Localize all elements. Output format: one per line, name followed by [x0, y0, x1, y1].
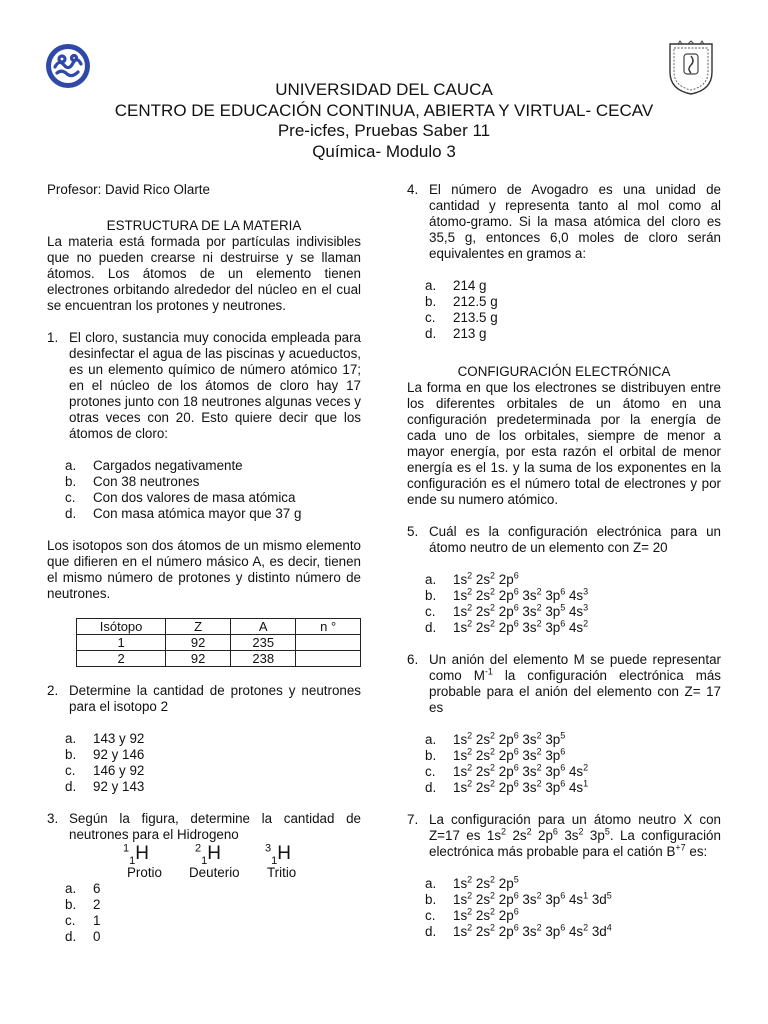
- option-d[interactable]: [425, 620, 721, 636]
- table-cell: [296, 635, 361, 651]
- table-header: Z: [166, 619, 231, 635]
- question-number: 3.: [47, 811, 59, 826]
- hydrogen-isotope-labels: [47, 865, 361, 881]
- profesor-line: Profesor: David Rico Olarte: [47, 182, 210, 197]
- option-text: 1: [93, 913, 101, 928]
- option-a[interactable]: [65, 731, 361, 747]
- option-text: $1s^2$ $2s^2$ $2p^6$ $3s^2$ $3p^5$ $4s^3$: [453, 602, 589, 619]
- option-c[interactable]: [65, 763, 361, 779]
- option-letter: a.: [425, 876, 437, 891]
- question-number: 6.: [407, 652, 419, 667]
- option-letter: a.: [65, 731, 77, 746]
- table-cell: 235: [231, 635, 296, 651]
- center-name: CENTRO DE EDUCACIÓN CONTINUA, ABIERTA Y VIRTUAL- CECAV: [114, 100, 654, 120]
- table-header: Isótopo: [77, 619, 166, 635]
- option-text: 6: [93, 881, 101, 896]
- option-letter: d.: [65, 779, 77, 794]
- option-letter: b.: [65, 747, 77, 762]
- option-text: $1s^2$ $2s^2$ $2p^6$ $3s^2$ $3p^6$ $4s^2$: [453, 762, 589, 779]
- option-text: $1s^2$ $2s^2$ $2p^6$ $3s^2$ $3p^5$: [453, 730, 566, 747]
- section-title-configuracion: CONFIGURACIÓN ELECTRÓNICA: [457, 364, 671, 379]
- deuterio-label: Deuterio: [189, 865, 240, 880]
- option-text: $1s^2$ $2s^2$ $2p^6$: [453, 570, 519, 587]
- option-letter: c.: [425, 908, 436, 923]
- table-cell: 238: [231, 651, 296, 667]
- question-text: El número de Avogadro es una unidad de cantidad y representa tanto al mol como al átomo-gramo. Si la masa atómica del cloro es 35,5 g, entonces 6,0 moles de cloro serán equivalentes en gramos a:: [429, 182, 721, 261]
- table-cell: 1: [77, 635, 166, 651]
- option-b[interactable]: [65, 474, 361, 490]
- question-2-options: [65, 731, 361, 795]
- option-b[interactable]: [65, 747, 361, 763]
- option-text: 143 y 92: [93, 731, 145, 746]
- option-letter: b.: [425, 892, 437, 907]
- question-number: 2.: [47, 683, 59, 698]
- option-letter: b.: [65, 897, 77, 912]
- option-c[interactable]: [65, 913, 361, 929]
- option-c[interactable]: [425, 310, 721, 326]
- option-text: Cargados negativamente: [93, 458, 243, 473]
- protio-symbol: $^1_1$H: [123, 842, 149, 867]
- question-7: [407, 812, 721, 860]
- option-c[interactable]: [65, 490, 361, 506]
- table-header: n °: [296, 619, 361, 635]
- question-6: [407, 652, 721, 716]
- option-d[interactable]: [425, 326, 721, 342]
- option-letter: a.: [425, 572, 437, 587]
- question-number: 5.: [407, 524, 419, 539]
- course-name: Pre-icfes, Pruebas Saber 11: [277, 121, 491, 140]
- option-d[interactable]: [65, 506, 361, 522]
- option-letter: d.: [65, 929, 77, 944]
- option-text: $1s^2$ $2s^2$ $2p^6$ $3s^2$ $3p^6$ $4s^1$: [453, 778, 589, 795]
- option-d[interactable]: [425, 924, 721, 940]
- module-name: Química- Modulo 3: [312, 141, 456, 161]
- question-4-options: [425, 278, 721, 342]
- configuracion-paragraph: La forma en que los electrones se distribuyen entre los diferentes orbitales de un átomo en una configuración predeterminada por la energía de cada uno de los orbitales, siempre de menor a mayor energía, por esta razón el orbital de menor energía es el 1s. y la suma de los exponentes en la configuración es el número total de electrones y por ende su numero atómico.: [407, 380, 721, 507]
- table-row: [77, 651, 361, 667]
- option-a[interactable]: [425, 278, 721, 294]
- question-5: [407, 524, 721, 556]
- option-letter: a.: [65, 458, 77, 473]
- option-text: 213.5 g: [453, 310, 498, 325]
- hydrogen-isotopes-figure: [47, 843, 361, 865]
- option-letter: c.: [425, 764, 436, 779]
- option-letter: d.: [425, 780, 437, 795]
- table-header: A: [231, 619, 296, 635]
- question-5-options: [425, 572, 721, 636]
- option-text: $1s^2$ $2s^2$ $2p^6$: [453, 906, 519, 923]
- option-text: $1s^2$ $2s^2$ $2p^6$ $3s^2$ $3p^6$: [453, 746, 566, 763]
- option-d[interactable]: [65, 779, 361, 795]
- option-letter: b.: [425, 588, 437, 603]
- option-letter: c.: [65, 763, 76, 778]
- table-cell: 92: [166, 651, 231, 667]
- intro-paragraph: La materia está formada por partículas indivisibles que no pueden crearse ni destruirse y se llaman átomos. Los átomos de un elemento tienen electrones orbitando alrededor del núcleo en el cual se encuentran los protones y neutrones.: [47, 234, 361, 313]
- option-letter: d.: [65, 506, 77, 521]
- option-letter: d.: [425, 326, 437, 341]
- table-cell: 2: [77, 651, 166, 667]
- question-number: 7.: [407, 812, 419, 827]
- tritio-symbol: $^3_1$H: [265, 842, 291, 867]
- isotope-table: [76, 618, 361, 667]
- option-text: $1s^2$ $2s^2$ $2p^6$ $3s^2$ $3p^6$ $4s^1$ $3d^5$: [453, 890, 612, 907]
- option-text: 214 g: [453, 278, 487, 293]
- option-text: 146 y 92: [93, 763, 145, 778]
- option-letter: b.: [425, 294, 437, 309]
- option-a[interactable]: [65, 881, 361, 897]
- option-d[interactable]: [425, 780, 721, 796]
- question-1-options: [65, 458, 361, 522]
- option-text: 92 y 143: [93, 779, 145, 794]
- section-title-estructura: ESTRUCTURA DE LA MATERIA: [106, 218, 302, 233]
- option-letter: a.: [425, 732, 437, 747]
- option-text: $1s^2$ $2s^2$ $2p^5$: [453, 874, 519, 891]
- university-name: UNIVERSIDAD DEL CAUCA: [275, 80, 493, 99]
- right-column: [407, 182, 721, 940]
- question-text: La configuración para un átomo neutro X con Z=17 es $1s^2$ $2s^2$ $2p^6$ $3s^2$ $3p^5$. La configuración electrónica más probable para el catión $B^{+7}$ es:: [429, 812, 721, 859]
- option-letter: d.: [425, 620, 437, 635]
- option-letter: d.: [425, 924, 437, 939]
- option-text: 213 g: [453, 326, 487, 341]
- option-text: Con 38 neutrones: [93, 474, 200, 489]
- question-text: Cuál es la configuración electrónica para un átomo neutro de un elemento con Z= 20: [429, 524, 721, 555]
- question-text: Un anión del elemento M se puede representar como $M^{-1}$ la configuración electrónica más probable para el anión del elemento con Z= 17 es: [429, 652, 721, 715]
- table-cell: 92: [166, 635, 231, 651]
- option-text: $1s^2$ $2s^2$ $2p^6$ $3s^2$ $3p^6$ $4s^2$ $3d^4$: [453, 922, 612, 939]
- option-letter: c.: [65, 913, 76, 928]
- question-number: 4.: [407, 182, 419, 197]
- option-letter: a.: [65, 881, 77, 896]
- option-text: 92 y 146: [93, 747, 145, 762]
- option-text: 212.5 g: [453, 294, 498, 309]
- deuterio-symbol: $^2_1$H: [195, 842, 221, 867]
- option-letter: b.: [425, 748, 437, 763]
- question-7-options: [425, 876, 721, 940]
- option-text: 0: [93, 929, 101, 944]
- isotopos-paragraph: Los isotopos son dos átomos de un mismo elemento que difieren en el número másico A, es decir, tienen el mismo número de protones y distinto número de neutrones.: [47, 538, 361, 601]
- option-text: $1s^2$ $2s^2$ $2p^6$ $3s^2$ $3p^6$ $4s^3$: [453, 586, 589, 603]
- option-letter: a.: [425, 278, 437, 293]
- table-header-row: [77, 619, 361, 635]
- table-cell: [296, 651, 361, 667]
- question-text: Según la figura, determine la cantidad de neutrones para el Hidrogeno: [69, 811, 361, 842]
- table-row: [77, 635, 361, 651]
- option-b[interactable]: [65, 897, 361, 913]
- option-a[interactable]: [65, 458, 361, 474]
- document-header: [0, 80, 768, 162]
- protio-label: Protio: [127, 865, 162, 880]
- question-text: Determine la cantidad de protones y neutrones para el isotopo 2: [69, 683, 361, 714]
- option-text: 2: [93, 897, 101, 912]
- question-2: [47, 683, 361, 715]
- option-letter: c.: [425, 310, 436, 325]
- question-4: [407, 182, 721, 262]
- question-text: El cloro, sustancia muy conocida empleada para desinfectar el agua de las piscinas y acueductos, es un elemento químico de número atómico 17; en el núcleo de los átomos de cloro hay 17 protones junto con 18 neutrones algunas veces y otras veces con 20. Esto quiere decir que los átomos de cloro:: [69, 330, 361, 441]
- left-column: [47, 182, 361, 945]
- option-text: Con dos valores de masa atómica: [93, 490, 296, 505]
- question-3: [47, 811, 361, 843]
- option-text: Con masa atómica mayor que 37 g: [93, 506, 302, 521]
- option-d[interactable]: [65, 929, 361, 945]
- question-3-options: [65, 881, 361, 945]
- question-number: 1.: [47, 330, 59, 345]
- option-b[interactable]: [425, 294, 721, 310]
- option-letter: b.: [65, 474, 77, 489]
- option-text: $1s^2$ $2s^2$ $2p^6$ $3s^2$ $3p^6$ $4s^2$: [453, 618, 589, 635]
- tritio-label: Tritio: [267, 865, 297, 880]
- option-letter: c.: [425, 604, 436, 619]
- question-6-options: [425, 732, 721, 796]
- question-1: [47, 330, 361, 442]
- option-letter: c.: [65, 490, 76, 505]
